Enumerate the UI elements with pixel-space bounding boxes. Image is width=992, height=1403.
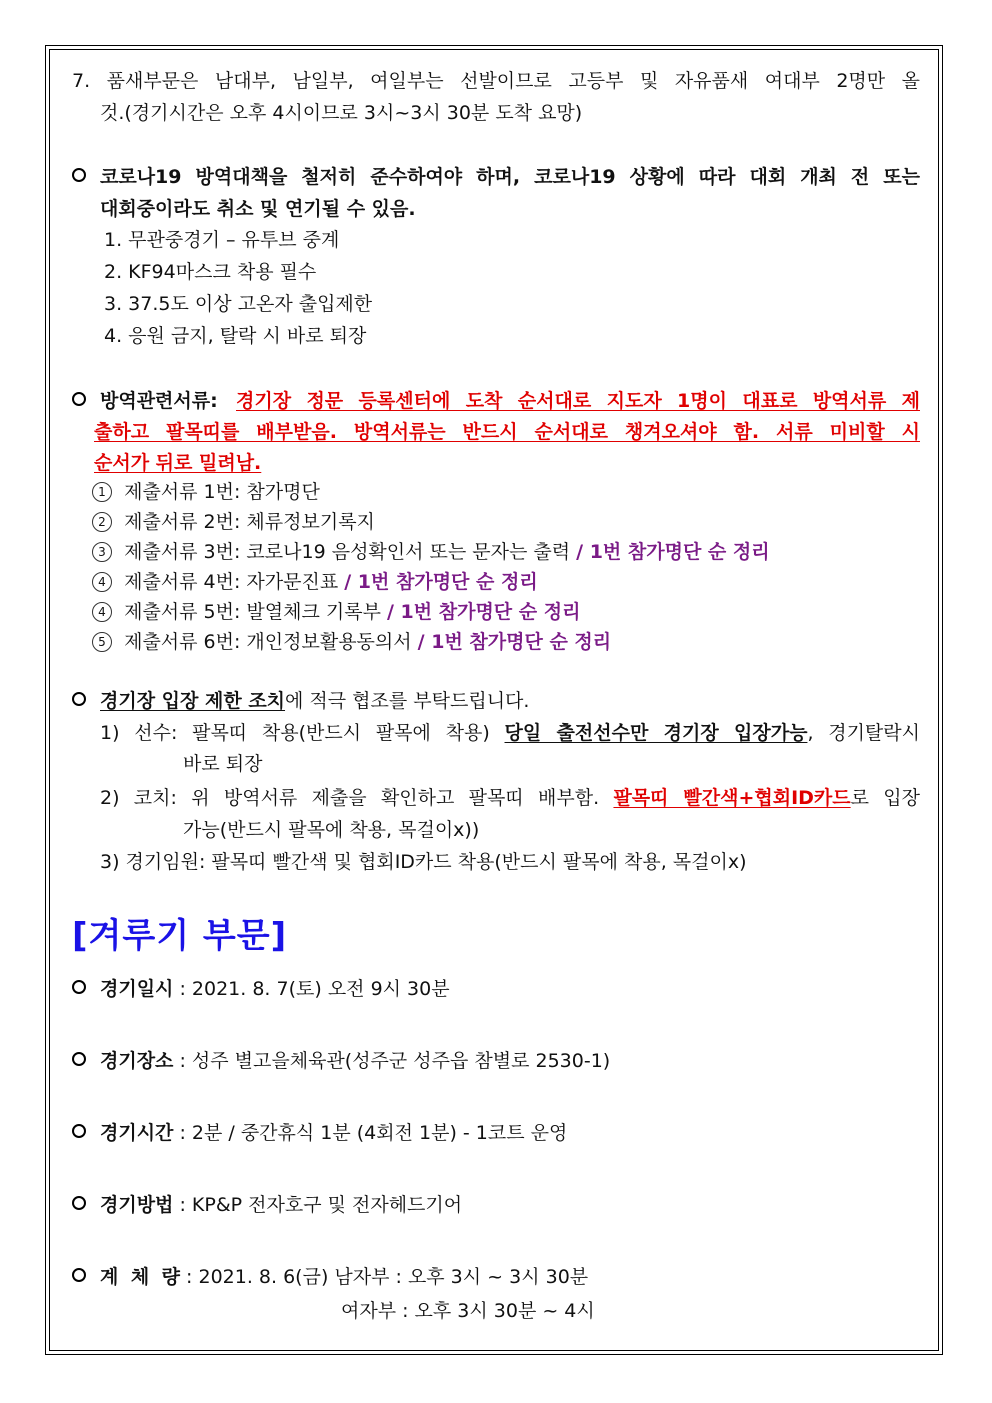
info-label: 경기방법 bbox=[100, 1194, 174, 1216]
entry-coach-line1 bbox=[100, 785, 920, 811]
docs-item bbox=[92, 569, 538, 595]
circled-number: 1 bbox=[92, 482, 112, 502]
info-row-weighin bbox=[100, 1264, 588, 1290]
docs-item-note: / 1번 참가명단 순 정리 bbox=[344, 571, 538, 593]
entry-player-a: 1) 선수: 팔목띠 착용(반드시 팔목에 착용) bbox=[100, 722, 490, 744]
entry-player-c: , 경기탈락시 bbox=[807, 722, 920, 744]
docs-notice-line2: 출하고 팔목띠를 배부받음. 방역서류는 반드시 순서대로 챙겨오셔야 함. 서류 미비할 시 bbox=[94, 421, 920, 443]
covid-title-line1: 코로나19 방역대책을 철저히 준수하여야 하며, 코로나19 상황에 따라 대회 개최 전 또는 bbox=[100, 166, 920, 188]
info-value: : 성주 별고을체육관(성주군 성주읍 참별로 2530-1) bbox=[179, 1050, 611, 1072]
docs-item-text: 제출서류 2번: 체류정보기록지 bbox=[124, 511, 375, 533]
covid-title-line2: 대회중이라도 취소 및 연기될 수 있음. bbox=[100, 198, 416, 220]
item7-line2: 것.(경기시간은 오후 4시이므로 3시~3시 30분 도착 요망) bbox=[100, 102, 583, 124]
covid-item: 2. KF94마스크 착용 필수 bbox=[104, 261, 317, 283]
covid-item: 4. 응원 금지, 탈락 시 바로 퇴장 bbox=[104, 325, 367, 347]
covid-item: 3. 37.5도 이상 고온자 출입제한 bbox=[104, 293, 373, 315]
docs-item-text: 제출서류 5번: 발열체크 기록부 bbox=[124, 601, 381, 623]
docs-notice-line1: 경기장 정문 등록센터에 도착 순서대로 지도자 1명이 대표로 방역서류 제 bbox=[236, 390, 920, 412]
docs-item bbox=[92, 509, 375, 535]
entry-coach-a: 2) 코치: 위 방역서류 제출을 확인하고 팔목띠 배부함. bbox=[100, 787, 600, 809]
entry-coach-line2: 가능(반드시 팔목에 착용, 목걸이x)) bbox=[183, 819, 480, 841]
info-label: 계 체 량 bbox=[100, 1266, 180, 1288]
circled-number: 2 bbox=[92, 512, 112, 532]
item7-line1: 7. 품새부문은 남대부, 남일부, 여일부는 선발이므로 고등부 및 자유품새 여대부 2명만 올 bbox=[72, 70, 920, 92]
info-row-time bbox=[100, 1120, 567, 1146]
entry-player-line2: 바로 퇴장 bbox=[183, 753, 263, 775]
docs-label: 방역관련서류: bbox=[100, 390, 218, 412]
info-label: 경기일시 bbox=[100, 978, 174, 1000]
info-value: : 2분 / 중간휴식 1분 (4회전 1분) - 1코트 운영 bbox=[179, 1122, 568, 1144]
entry-player-line1 bbox=[100, 720, 920, 746]
info-value: : KP&P 전자호구 및 전자헤드기어 bbox=[179, 1194, 463, 1216]
entry-label: 경기장 입장 제한 조치 bbox=[100, 690, 286, 712]
docs-item-note: / 1번 참가명단 순 정리 bbox=[417, 631, 612, 653]
docs-item bbox=[92, 479, 320, 505]
docs-notice-line3: 순서가 뒤로 밀려남. bbox=[94, 452, 262, 474]
circle-bullet-icon bbox=[72, 1052, 90, 1070]
docs-item bbox=[92, 539, 770, 565]
circle-bullet-icon bbox=[72, 1196, 90, 1214]
circle-bullet-icon bbox=[72, 980, 90, 998]
docs-item-note: / 1번 참가명단 순 정리 bbox=[387, 601, 581, 623]
entry-coach-b: 팔목띠 빨간색+협회ID카드 bbox=[613, 787, 851, 809]
info-row-venue bbox=[100, 1048, 610, 1074]
entry-player-b: 당일 출전선수만 경기장 입장가능 bbox=[504, 722, 808, 744]
docs-item-text: 제출서류 4번: 자가문진표 bbox=[124, 571, 339, 593]
docs-item bbox=[92, 599, 580, 625]
circle-bullet-icon bbox=[72, 1124, 90, 1142]
section-heading: [겨루기 부문] bbox=[72, 916, 288, 956]
docs-item bbox=[92, 629, 611, 655]
circled-number: 4 bbox=[92, 572, 112, 592]
info-value: : 2021. 8. 6(금) 남자부 : 오후 3시 ~ 3시 30분 bbox=[186, 1266, 589, 1288]
info-row-weighin-line2: 여자부 : 오후 3시 30분 ~ 4시 bbox=[341, 1300, 595, 1322]
circle-bullet-icon bbox=[72, 692, 90, 710]
info-row-method bbox=[100, 1192, 462, 1218]
docs-item-note: / 1번 참가명단 순 정리 bbox=[576, 541, 770, 563]
entry-label-rest: 에 적극 협조를 부탁드립니다. bbox=[285, 690, 530, 712]
info-value: : 2021. 8. 7(토) 오전 9시 30분 bbox=[179, 978, 450, 1000]
docs-item-text: 제출서류 1번: 참가명단 bbox=[124, 481, 320, 503]
entry-coach-c: 로 입장 bbox=[850, 787, 921, 809]
circle-bullet-icon bbox=[72, 168, 90, 186]
circled-number: 5 bbox=[92, 632, 112, 652]
covid-item: 1. 무관중경기 – 유투브 중계 bbox=[104, 229, 340, 251]
circled-number: 4 bbox=[92, 602, 112, 622]
info-row-date bbox=[100, 976, 450, 1002]
docs-item-text: 제출서류 6번: 개인정보활용동의서 bbox=[124, 631, 412, 653]
entry-title bbox=[100, 688, 529, 714]
entry-official-line: 3) 경기임원: 팔목띠 빨간색 및 협회ID카드 착용(반드시 팔목에 착용, 목걸이x) bbox=[100, 851, 747, 873]
circle-bullet-icon bbox=[72, 1268, 90, 1286]
circled-number: 3 bbox=[92, 542, 112, 562]
circle-bullet-icon bbox=[72, 392, 90, 410]
info-label: 경기시간 bbox=[100, 1122, 174, 1144]
docs-item-text: 제출서류 3번: 코로나19 음성확인서 또는 문자는 출력 bbox=[124, 541, 571, 563]
info-label: 경기장소 bbox=[100, 1050, 174, 1072]
